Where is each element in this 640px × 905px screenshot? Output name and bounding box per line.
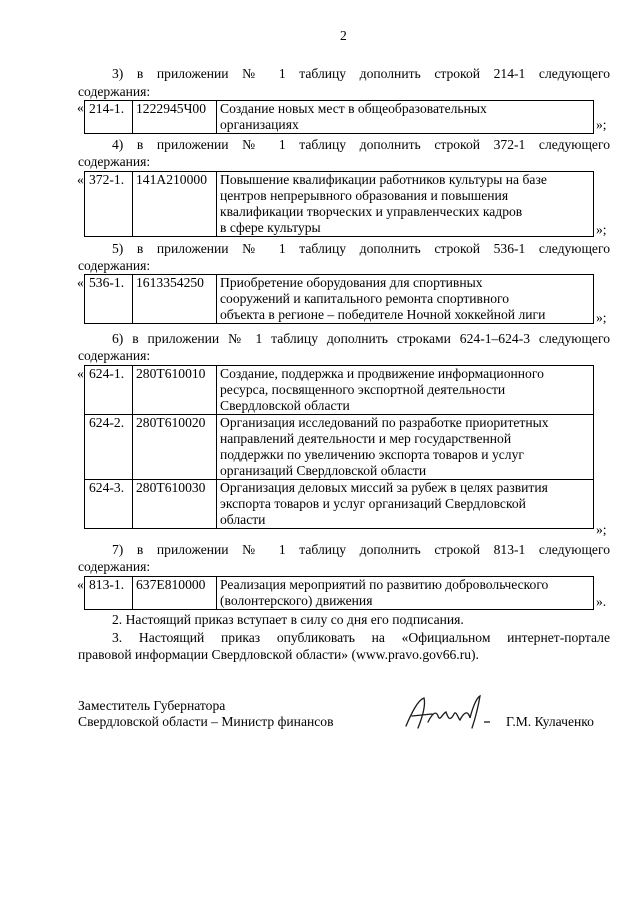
signer-name: Г.М. Кулаченко xyxy=(506,714,594,729)
table-5-close-quote: »; xyxy=(596,310,607,325)
item-5-text: 5) в приложении № 1 таблицу дополнить строкой 536-1 следующего xyxy=(112,241,610,256)
item-7-text: 7) в приложении № 1 таблицу дополнить строкой 813-1 следующего xyxy=(112,542,610,557)
row-number-cell: 624-1. xyxy=(85,366,133,414)
description-line: организациях xyxy=(220,117,299,132)
table-4-open-quote: « xyxy=(77,172,84,187)
table-7-close-quote: ». xyxy=(596,594,607,609)
clause-3: 3. Настоящий приказ опубликовать на «Официальном интернет-портале xyxy=(112,630,610,645)
description-line: Повышение квалификации работников культуры на базе xyxy=(220,172,547,187)
table-3-close-quote: »; xyxy=(596,117,607,132)
description-line: экспорта товаров и услуг организаций Свердловской xyxy=(220,496,526,511)
description-cell xyxy=(217,480,593,528)
table-4-close-quote: »; xyxy=(596,222,607,237)
code-cell: 141A210000 xyxy=(133,172,217,236)
description-cell xyxy=(217,101,593,133)
item-4-text: 4) в приложении № 1 таблицу дополнить строкой 372-1 следующего xyxy=(112,137,610,152)
row-number-cell: 624-3. xyxy=(85,480,133,528)
table-372-1 xyxy=(84,171,594,237)
description-line: направлений деятельности и мер государственной xyxy=(220,431,512,446)
code-cell: 280T610020 xyxy=(133,415,217,479)
description-line: Приобретение оборудования для спортивных xyxy=(220,275,483,290)
item-5-text-cont: содержания: xyxy=(78,258,151,273)
description-line: Создание, поддержка и продвижение информационного xyxy=(220,366,544,381)
row-number-cell: 624-2. xyxy=(85,415,133,479)
code-cell: 280T610010 xyxy=(133,366,217,414)
description-line: поддержки по увеличению экспорта товаров и услуг xyxy=(220,447,524,462)
table-813-1 xyxy=(84,576,594,610)
table-5-open-quote: « xyxy=(77,275,84,290)
table-row xyxy=(85,414,593,479)
item-6-text: 6) в приложении № 1 таблицу дополнить строками 624-1–624-3 следующего xyxy=(112,331,610,346)
signer-position-line-2: Свердловской области – Министр финансов xyxy=(78,714,334,729)
description-line: в сфере культуры xyxy=(220,220,321,235)
row-number-cell: 536-1. xyxy=(85,275,133,323)
description-cell xyxy=(217,577,593,609)
clause-2: 2. Настоящий приказ вступает в силу со дня его подписания. xyxy=(112,612,464,627)
row-number-cell: 214-1. xyxy=(85,101,133,133)
description-line: центров непрерывного образования и повышения xyxy=(220,188,509,203)
description-line: Реализация мероприятий по развитию добровольческого xyxy=(220,577,549,592)
code-cell: 280T610030 xyxy=(133,480,217,528)
description-cell xyxy=(217,275,593,323)
description-line: организаций Свердловской области xyxy=(220,463,427,478)
description-cell xyxy=(217,366,593,414)
item-4-text-cont: содержания: xyxy=(78,154,151,169)
code-cell: 1613354250 xyxy=(133,275,217,323)
code-cell: 1222945Ч00 xyxy=(133,101,217,133)
item-3-text: 3) в приложении № 1 таблицу дополнить строкой 214-1 следующего xyxy=(112,66,610,81)
table-row xyxy=(85,479,593,528)
description-line: объекта в регионе – победителе Ночной хоккейной лиги xyxy=(220,307,546,322)
description-line: Свердловской области xyxy=(220,398,350,413)
table-row xyxy=(85,101,593,133)
table-6-open-quote: « xyxy=(77,366,84,381)
item-6-text-cont: содержания: xyxy=(78,348,151,363)
description-line: ресурса, посвященного экспортной деятельности xyxy=(220,382,506,397)
description-line: сооружений и капитального ремонта спортивного xyxy=(220,291,510,306)
description-line: Создание новых мест в общеобразовательных xyxy=(220,101,487,116)
table-row xyxy=(85,172,593,236)
signer-position-line-1: Заместитель Губернатора xyxy=(78,698,226,713)
clause-3-cont: правовой информации Свердловской области» (www.pravo.gov66.ru). xyxy=(78,647,479,662)
item-3-text-cont: содержания: xyxy=(78,84,151,99)
table-6-close-quote: »; xyxy=(596,522,607,537)
description-line: области xyxy=(220,512,266,527)
description-line: (волонтерского) движения xyxy=(220,593,373,608)
code-cell: 637E810000 xyxy=(133,577,217,609)
table-row xyxy=(85,275,593,323)
handwritten-signature xyxy=(398,692,498,736)
description-cell xyxy=(217,415,593,479)
table-3-open-quote: « xyxy=(77,100,84,115)
table-7-open-quote: « xyxy=(77,577,84,592)
description-line: Организация деловых миссий за рубеж в целях развития xyxy=(220,480,548,495)
table-row xyxy=(85,366,593,414)
table-row xyxy=(85,577,593,609)
row-number-cell: 813-1. xyxy=(85,577,133,609)
page-number: 2 xyxy=(340,28,347,43)
table-624 xyxy=(84,365,594,529)
description-cell xyxy=(217,172,593,236)
description-line: Организация исследований по разработке приоритетных xyxy=(220,415,549,430)
row-number-cell: 372-1. xyxy=(85,172,133,236)
description-line: квалификации творческих и управленческих кадров xyxy=(220,204,523,219)
item-7-text-cont: содержания: xyxy=(78,559,151,574)
table-214-1 xyxy=(84,100,594,134)
table-536-1 xyxy=(84,274,594,324)
